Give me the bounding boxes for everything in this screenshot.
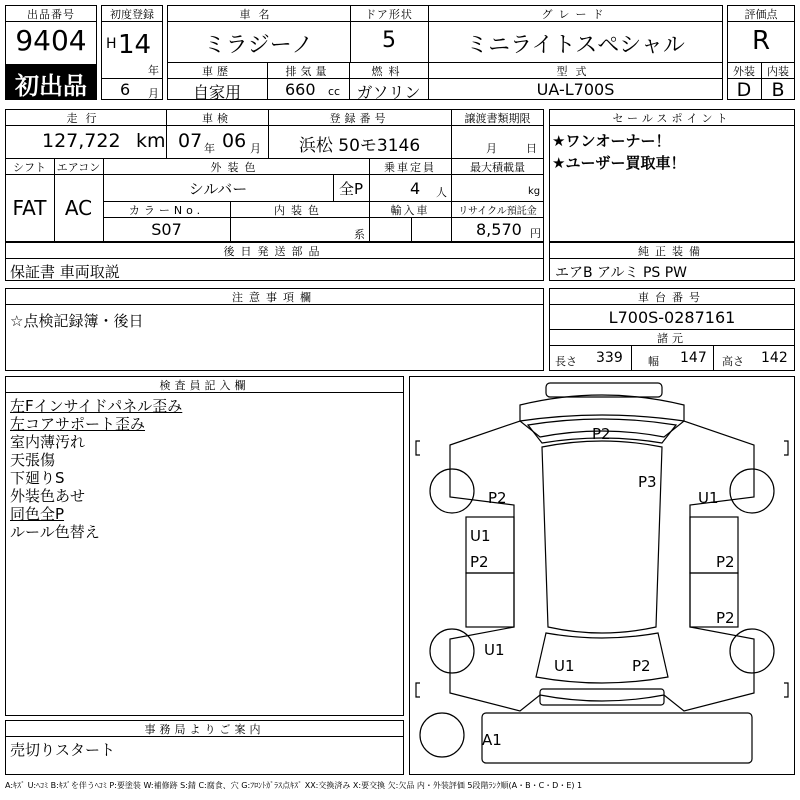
displacement-unit: cc — [328, 85, 341, 98]
right-front-wheel — [730, 469, 774, 513]
transfer-day-unit: 日 — [526, 142, 537, 155]
damage-mark: U1 — [470, 527, 491, 545]
caution-label: 注意事項欄 — [232, 291, 317, 304]
inspection-year-unit: 年 — [204, 142, 215, 155]
displacement-label: 排気量 — [285, 65, 331, 78]
width-label: 幅 — [648, 355, 659, 368]
car-name: ミラジーノ — [203, 33, 314, 58]
trunk-floor — [482, 713, 752, 763]
damage-mark: U1 — [554, 657, 575, 675]
genuine-equipment: エアB アルミ PS PW — [555, 265, 688, 281]
fuel: ガソリン — [356, 83, 421, 102]
exterior-score-label: 外装 — [733, 65, 755, 78]
damage-mark: U1 — [698, 489, 719, 507]
sales-point-box — [549, 109, 795, 242]
exterior-score: D — [736, 79, 752, 101]
score-label: 評価点 — [744, 8, 778, 21]
roof — [542, 441, 662, 633]
inspection-year: 07 — [178, 130, 203, 152]
max-load-unit: kg — [528, 186, 541, 197]
damage-mark: P2 — [592, 425, 611, 443]
interior-score-label: 内装 — [767, 65, 789, 78]
chassis-number: L700S-0287161 — [608, 308, 736, 327]
grade: ミニライトスペシャル — [466, 33, 685, 58]
first-registration-era: H — [106, 36, 117, 52]
first-registration-month: 6 — [120, 80, 131, 99]
spare-tire — [420, 713, 464, 757]
left-rear-wheel — [430, 629, 474, 673]
transfer-deadline-label: 譲渡書類期限 — [464, 112, 531, 125]
model-label: 型式 — [556, 65, 595, 78]
car-damage-diagram — [410, 377, 794, 774]
inspection-month: 06 — [222, 130, 247, 152]
fuel-label: 燃料 — [371, 65, 406, 78]
inspector-note: ルール色替え — [10, 523, 100, 541]
color-no: S07 — [151, 220, 182, 239]
left-rear-door — [466, 573, 514, 627]
score: R — [751, 26, 771, 56]
color-no-label: カラーNo. — [128, 204, 205, 217]
history-label: 車歴 — [202, 65, 232, 78]
max-load-label: 最大積載量 — [470, 161, 525, 174]
door-type: 5 — [382, 28, 396, 53]
inspection-label: 車検 — [202, 112, 232, 125]
exterior-color-label: 外装色 — [210, 161, 262, 174]
mileage: 127,722 — [42, 130, 121, 152]
legend-text: A:ｷｽﾞ U:ﾍｺﾐ B:ｷｽﾞを伴うﾍｺﾐ P:要塗装 W:補修跡 S:錆 C:腐食、穴 G:ﾌﾛﾝﾄｶﾞﾗｽ点ｷｽﾞ XX:交換済み X:要交換 欠:欠品 内・外装評価 5段階ﾗﾝｸ順(A・B・C・D・E) 1 — [5, 781, 583, 790]
inspector-note: 左Fインサイドパネル歪み — [10, 397, 183, 415]
interior-color-label: 内装色 — [274, 204, 325, 217]
lot-number-label: 出品番号 — [27, 8, 75, 21]
chassis-label: 車台番号 — [638, 291, 706, 304]
aircon: AC — [64, 196, 93, 220]
rear-bumper — [540, 689, 664, 705]
first-registration-year-unit: 年 — [148, 64, 159, 77]
damage-mark: U1 — [484, 641, 505, 659]
lot-number: 9404 — [15, 24, 87, 57]
history: 自家用 — [192, 83, 241, 102]
recycle-fee: 8,570 — [476, 220, 522, 239]
model: UA-L700S — [536, 80, 615, 99]
registration: 浜松 50モ3146 — [298, 136, 421, 156]
mileage-label: 走行 — [66, 112, 105, 125]
capacity: 4 — [410, 179, 421, 198]
height-label: 高さ — [722, 355, 744, 368]
recycle-unit: 円 — [530, 227, 541, 240]
genuine-equipment-label: 純正装備 — [638, 245, 706, 258]
office-notice: 売切りスタート — [10, 741, 116, 759]
recycle-label: リサイクル預託金 — [458, 206, 537, 217]
grade-label: グレード — [541, 8, 610, 21]
shift-label: シフト — [13, 161, 46, 174]
inspection-month-unit: 月 — [250, 142, 261, 155]
damage-mark: P2 — [716, 609, 735, 627]
sales-point-item: ★ワンオーナー！ — [552, 132, 671, 150]
capacity-label: 乗車定員 — [384, 161, 436, 174]
inspector-note: 同色全P — [10, 505, 65, 523]
height: 142 — [761, 350, 788, 366]
door-type-label: ドア形状 — [365, 8, 413, 21]
inspector-note: 下廻りS — [10, 469, 65, 487]
first-registration-label: 初度登録 — [110, 8, 154, 21]
left-front-wheel — [430, 469, 474, 513]
right-rear-wheel — [730, 629, 774, 673]
import-label: 輸入車 — [390, 204, 430, 217]
inspector-note: 外装色あせ — [10, 487, 86, 505]
first-registration-month-unit: 月 — [148, 87, 159, 100]
details-grid — [5, 109, 544, 242]
displacement: 660 — [285, 80, 316, 99]
damage-mark: A1 — [482, 731, 502, 749]
damage-mark: P2 — [716, 553, 735, 571]
capacity-unit: 人 — [436, 186, 447, 199]
damage-mark: P2 — [488, 489, 507, 507]
body-outline — [450, 421, 754, 711]
car-name-label: 車名 — [239, 8, 278, 21]
width: 147 — [680, 350, 707, 366]
aircon-label: エアコン — [56, 161, 101, 174]
damage-mark: P3 — [638, 473, 657, 491]
first-registration-year: 14 — [118, 30, 152, 60]
inspector-note: 天張傷 — [10, 451, 56, 469]
inspector-label: 検査員記入欄 — [159, 379, 250, 392]
registration-label: 登録番号 — [329, 112, 390, 125]
interior-score: B — [771, 79, 785, 101]
inspector-note: 室内薄汚れ — [10, 433, 86, 451]
damage-mark: P2 — [632, 657, 651, 675]
spec-label: 諸元 — [657, 332, 687, 345]
transfer-month-unit: 月 — [486, 142, 497, 155]
right-rear-mark — [784, 683, 788, 697]
all-paint: 全P — [338, 180, 364, 198]
mileage-unit: km — [136, 130, 166, 152]
left-rear-mark — [416, 683, 420, 697]
interior-color-suffix: 系 — [354, 228, 365, 241]
first-listing-badge-text: 初出品 — [15, 72, 87, 100]
sales-point-label: セールスポイント — [612, 112, 732, 125]
later-parts-label: 後日発送部品 — [223, 245, 326, 258]
damage-diagram-box — [409, 376, 795, 775]
length-label: 長さ — [555, 355, 577, 368]
exterior-color: シルバー — [188, 180, 248, 198]
hood-outline — [520, 395, 684, 421]
length: 339 — [596, 350, 623, 366]
inspector-note: 左コアサポート歪み — [10, 415, 146, 433]
damage-mark: P2 — [470, 553, 489, 571]
shift: FAT — [12, 196, 47, 220]
right-mirror-mark — [784, 441, 788, 455]
caution-note: ☆点検記録簿・後日 — [10, 312, 144, 330]
left-mirror-mark — [416, 441, 420, 455]
later-parts: 保証書 車両取説 — [10, 263, 120, 281]
sales-point-item: ★ユーザー買取車！ — [552, 154, 686, 172]
office-notice-label: 事務局よりご案内 — [144, 723, 265, 736]
